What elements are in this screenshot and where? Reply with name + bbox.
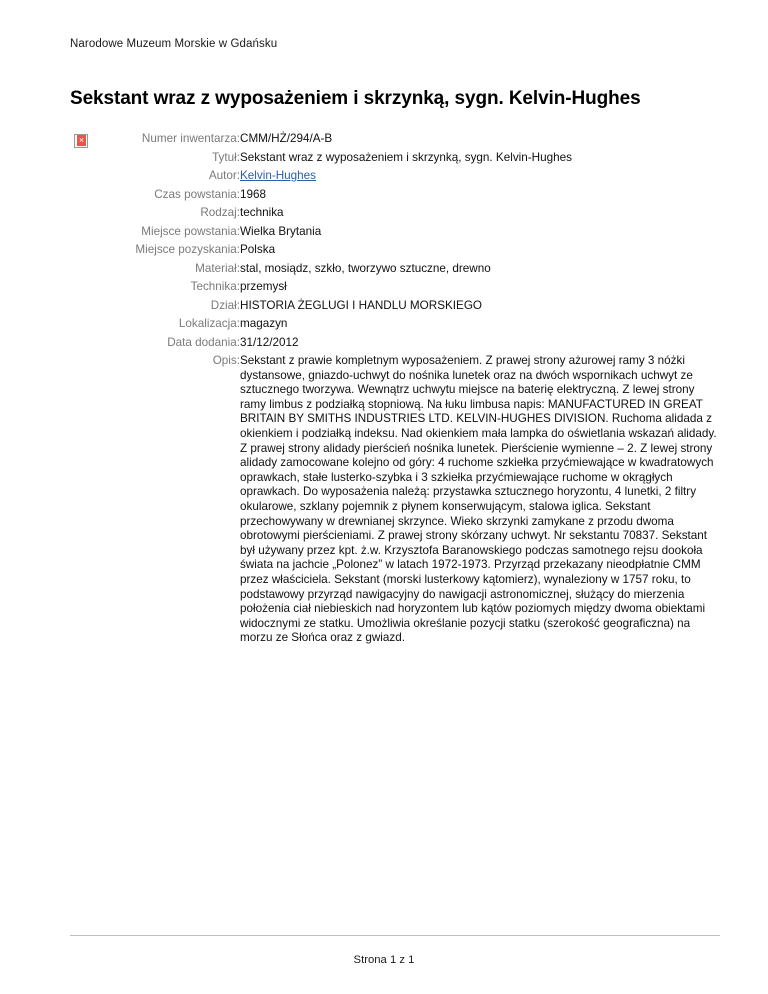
table-row	[130, 169, 720, 188]
page-title: Sekstant wraz z wyposażeniem i skrzynką, sygn. Kelvin-Hughes	[70, 88, 641, 109]
field-label: Numer inwentarza:	[141, 132, 240, 145]
field-label: Data dodania:	[167, 335, 240, 349]
table-row	[130, 299, 720, 318]
field-value-material: stal, mosiądz, szkło, tworzywo sztuczne, drewno	[240, 261, 491, 275]
field-label: Miejsce powstania:	[141, 224, 240, 238]
field-value-description: Sekstant z prawie kompletnym wyposażeniem. Z prawej strony ażurowej ramy 3 nóżki dystansowe, gniazdo-uchwyt do nośnika lunetek oraz na dwóch wspornikach uchwyt ze sztucznego tworzywa. Wewnątrz uchwytu miejsce na baterię elektryczną. Z lewej strony ramy limbus z podziałką stopniową. Na łuku limbusa napis: MANUFACTURED IN GREAT BRITAIN BY SMITHS INDUSTRIES LTD. KELVIN-HUGHES DIVISION. Ruchoma alidada z okienkiem i podziałką indeksu. Nad okienkiem mała lampka do oświetlania wskazań alidady. Z prawej strony alidady pierścień nośnika lunetek. Pierścienie wymienne – 2. Z lewej strony alidady zamocowane kolejno od góry: 4 ruchome szkiełka przyćmiewające w kwadratowych oprawkach, stałe lusterko-szybka i 3 szkiełka przyćmiewające ruchome w okrągłych oprawkach. Do wyposażenia należą: przystawka sztucznego horyzontu, 4 lunetki, 2 filtry okularowe, szklany pojemnik z płynem konserwującym, stalowa iglica. Sekstant przechowywany w drewnianej skrzynce. Wieko skrzynki zamykane z przodu dwoma obrotowymi pierścieniami. Z prawej strony skórzany uchwyt. Nr sekstantu 70837. Sekstant był używany przez kpt. ż.w. Krzysztofa Baranowskiego podczas samotnego rejsu dookoła świata na jachcie „Polonez” w latach 1972-1973. Przyrząd przekazany nieodpłatnie CMM przez właściciela. Sekstant (morski lusterkowy kątomierz), wynaleziony w 1757 roku, to podstawowy przyrząd nawigacyjny do nawigacji astronomicznej, służący do mierzenia położenia ciał niebieskich nad horyzontem lub kątów poziomych między dwoma obiektami widocznymi ze statku. Umożliwia określanie pozycji statku (szerokość geograficzna) na morzu ze Słońca oraz z gwiazd.	[240, 354, 717, 645]
table-row	[130, 151, 720, 170]
table-row-description	[130, 354, 720, 651]
table-row	[130, 262, 720, 281]
table-row	[130, 132, 720, 151]
table-row	[130, 280, 720, 299]
page-footer-pagination: Strona 1 z 1	[353, 954, 415, 966]
field-value-title: Sekstant wraz z wyposażeniem i skrzynką, sygn. Kelvin-Hughes	[240, 150, 572, 164]
object-image-placeholder	[74, 134, 88, 148]
field-label: Lokalizacja:	[178, 317, 240, 330]
author-link[interactable]: Kelvin-Hughes	[240, 169, 317, 182]
museum-name: Narodowe Muzeum Morskie w Gdańsku	[70, 38, 278, 50]
field-value-type: technika	[240, 206, 284, 219]
field-value-department: HISTORIA ŻEGLUGI I HANDLU MORSKIEGO	[240, 298, 483, 312]
table-row	[130, 188, 720, 207]
metadata-table	[130, 132, 720, 651]
field-label-description: Opis:	[212, 354, 240, 367]
field-value-location: magazyn	[240, 317, 288, 330]
field-label: Autor:	[208, 169, 240, 182]
broken-image-icon: ×	[78, 135, 85, 145]
table-row	[130, 336, 720, 355]
field-value-date-added: 31/12/2012	[240, 335, 299, 349]
table-row	[130, 243, 720, 262]
record-content	[70, 132, 720, 651]
field-value-place-of-acquisition: Polska	[240, 243, 276, 256]
table-row	[130, 317, 720, 336]
field-label: Dział:	[210, 298, 240, 312]
field-value-author	[240, 169, 720, 188]
table-row	[130, 206, 720, 225]
table-row	[130, 225, 720, 244]
field-label: Rodzaj:	[200, 206, 240, 219]
field-label: Technika:	[190, 280, 240, 293]
field-value-creation-date: 1968	[240, 187, 267, 201]
field-value-inventory-number: CMM/HŻ/294/A-B	[240, 132, 333, 145]
field-value-place-of-creation: Wielka Brytania	[240, 224, 322, 238]
field-label: Czas powstania:	[154, 187, 240, 201]
footer-divider	[70, 935, 720, 936]
field-label: Materiał:	[195, 261, 240, 275]
field-label: Tytuł:	[212, 150, 240, 164]
field-label: Miejsce pozyskania:	[135, 243, 240, 256]
field-value-technique: przemysł	[240, 280, 287, 293]
